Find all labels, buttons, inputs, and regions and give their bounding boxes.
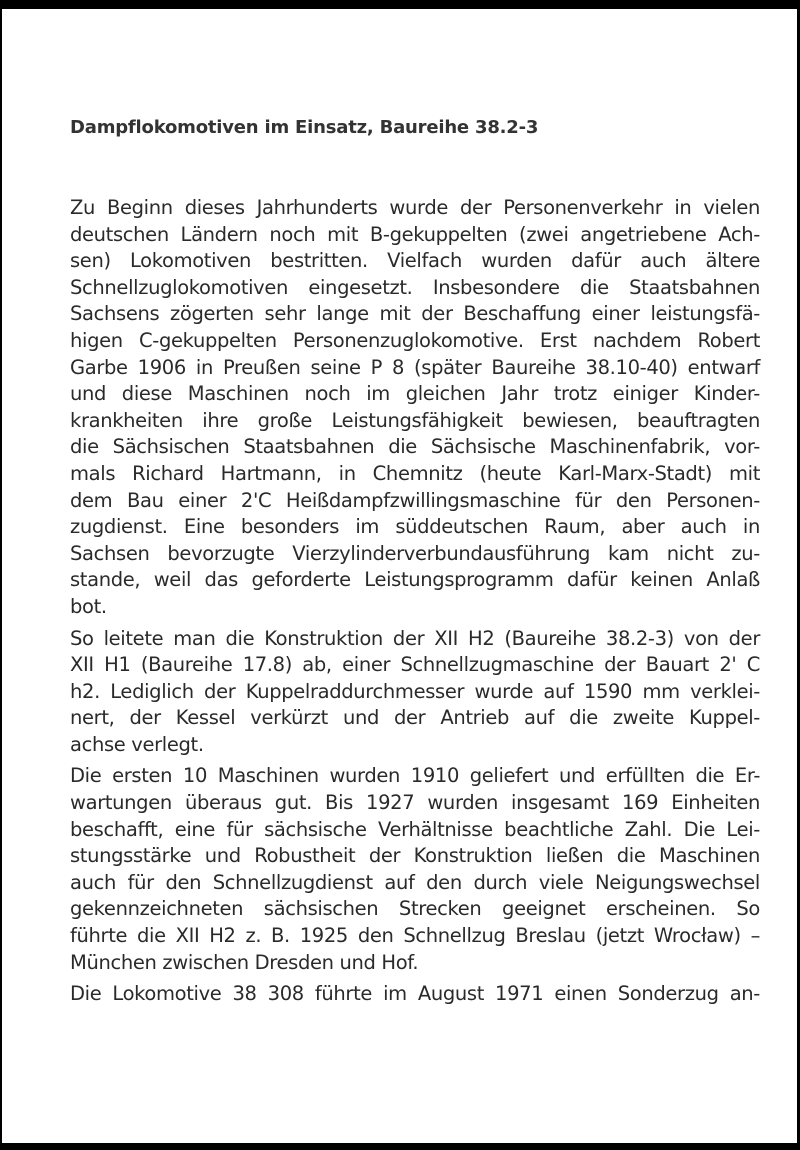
text-line: higen C-gekuppelten Personenzuglokomotive. Erst nachdem Robert (70, 328, 760, 352)
document-body (70, 195, 760, 1013)
text-line: Schnellzuglokomotiven eingesetzt. Insbesondere die Staatsbahnen (70, 275, 760, 299)
text-line: Sachsen bevorzugte Vierzylinderverbundausführung kam nicht zu- (70, 541, 760, 565)
paragraph (70, 195, 760, 621)
text-line: stungsstärke und Robustheit der Konstruktion ließen die Maschinen (70, 844, 760, 868)
text-line: dem Bau einer 2'C Heißdampfzwillingsmaschine für den Personen- (70, 488, 760, 512)
text-line: gekennzeichneten sächsischen Strecken geeignet erscheinen. So (70, 897, 760, 921)
text-line: Garbe 1906 in Preußen seine P 8 (später Baureihe 38.10-40) entwarf (70, 355, 760, 379)
document-title: Dampflokomotiven im Einsatz, Baureihe 38.2-3 (70, 117, 539, 138)
text-line: So leitete man die Konstruktion der XII H2 (Baureihe 38.2-3) von der (70, 626, 760, 650)
text-line: Zu Beginn dieses Jahrhunderts wurde der Personenverkehr in vielen (70, 196, 760, 219)
text-line: und diese Maschinen noch im gleichen Jahr trotz einiger Kinder- (70, 382, 760, 406)
text-line: XII H1 (Baureihe 17.8) ab, einer Schnellzugmaschine der Bauart 2' C (70, 653, 760, 677)
text-line: achse verlegt. (70, 732, 204, 756)
paragraph (70, 626, 760, 759)
paragraph (70, 763, 760, 976)
paragraph (70, 981, 760, 1008)
text-line: mals Richard Hartmann, in Chemnitz (heute Karl-Marx-Stadt) mit (70, 461, 760, 485)
text-line: auch für den Schnellzugdienst auf den durch viele Neigungswechsel (70, 870, 760, 894)
text-line: nert, der Kessel verkürzt und der Antrieb auf die zweite Kuppel- (70, 706, 760, 730)
text-line: deutschen Ländern noch mit B-gekuppelten (zwei angetriebene Ach- (70, 222, 760, 246)
text-line: Sachsens zögerten sehr lange mit der Beschaffung einer leistungsfä- (70, 302, 760, 326)
document-page (2, 9, 797, 1143)
text-line: bot. (70, 594, 107, 618)
text-line: wartungen überaus gut. Bis 1927 wurden insgesamt 169 Einheiten (70, 791, 760, 815)
text-line: beschafft, eine für sächsische Verhältnisse beachtliche Zahl. Die Lei- (70, 817, 760, 841)
text-line: h2. Lediglich der Kuppelraddurchmesser wurde auf 1590 mm verklei- (70, 679, 760, 703)
text-line: krankheiten ihre große Leistungsfähigkeit bewiesen, beauftragten (70, 408, 760, 432)
text-line: zugdienst. Eine besonders im süddeutschen Raum, aber auch in (70, 515, 760, 539)
text-line: München zwischen Dresden und Hof. (70, 950, 419, 974)
text-line: führte die XII H2 z. B. 1925 den Schnellzug Breslau (jetzt Wrocław) – (70, 924, 760, 948)
text-line: Die Lokomotive 38 308 führte im August 1971 einen Sonderzug an- (70, 982, 760, 1006)
text-line: stande, weil das geforderte Leistungsprogramm dafür keinen Anlaß (70, 568, 760, 592)
text-line: Die ersten 10 Maschinen wurden 1910 geliefert und erfüllten die Er- (70, 764, 760, 788)
text-line: sen) Lokomotiven bestritten. Vielfach wurden dafür auch ältere (70, 249, 760, 273)
text-line: die Sächsischen Staatsbahnen die Sächsische Maschinenfabrik, vor- (70, 435, 760, 459)
